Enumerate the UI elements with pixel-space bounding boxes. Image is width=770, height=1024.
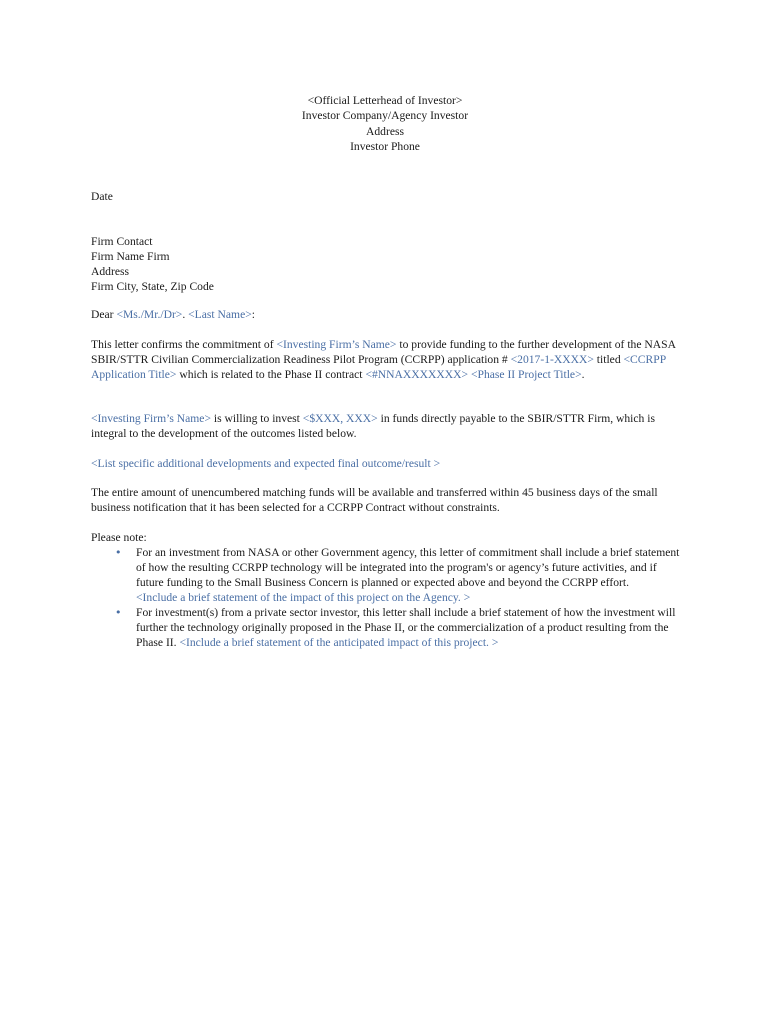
para1-text-1: This letter confirms the commitment of — [91, 338, 277, 351]
list-item — [91, 605, 681, 650]
bullet1-text: For an investment from NASA or other Government agency, this letter of commitment shall include a brief statement of how the resulting CCRPP technology will be integrated into the program's or agency’s future activities, and if future funding to the Small Business Concern is planned or expected above and beyond the CCRPP effort. — [136, 546, 680, 589]
recipient-contact: Firm Contact — [91, 235, 153, 248]
investment-amount-placeholder: <$XXX, XXX> — [302, 412, 378, 425]
date-line — [91, 189, 681, 204]
contract-number-placeholder: <#NNAXXXXXXX> — [365, 368, 469, 381]
developments-paragraph — [91, 456, 681, 471]
salutation-separator: . — [182, 308, 189, 321]
funds-text: The entire amount of unencumbered matching funds will be available and transferred within 45 business days of the small business notification that it has been selected for a CCRPP Contract without constraints. — [91, 486, 658, 514]
salutation-title-placeholder: <Ms./Mr./Dr> — [116, 308, 183, 321]
list-item — [91, 545, 681, 605]
para2-text-2: in funds directly payable to the SBIR/STTR Firm, which is integral to the development of the outcomes listed below. — [91, 412, 655, 440]
letterhead-address: Address — [366, 124, 404, 138]
para1-text-6: . — [581, 368, 585, 381]
phase-ii-title-placeholder: <Phase II Project Title> — [470, 368, 582, 381]
recipient-address — [91, 234, 681, 294]
letterhead-title: <Official Letterhead of Investor> — [307, 94, 463, 107]
recipient-firm: Firm Name Firm — [91, 250, 170, 263]
bullet-icon: • — [115, 546, 122, 559]
commitment-paragraph — [91, 337, 681, 382]
para2-text-1: is willing to invest — [211, 412, 303, 425]
date-text: Date — [91, 190, 113, 203]
salutation — [91, 307, 681, 322]
para1-text-2: to provide funding to the further development of the NASA SBIR/STTR Civilian Commercialization Readiness Pilot Program (CCRPP) application # — [91, 338, 676, 366]
funds-paragraph — [91, 485, 681, 515]
bullet-icon: • — [115, 606, 122, 619]
para1-text-3: titled — [593, 353, 624, 366]
letterhead-phone: Investor Phone — [350, 139, 420, 153]
bullet2-text: For investment(s) from a private sector investor, this letter shall include a brief statement of how the investment will further the technology originally proposed in the Phase II, or the commercialization of a product resulting from the Phase II. — [136, 606, 676, 649]
application-title-placeholder: <CCRPP Application Title> — [91, 353, 666, 381]
notes-section — [91, 530, 681, 650]
letterhead — [0, 93, 770, 154]
investing-firm-placeholder: <Investing Firm’s Name> — [276, 338, 397, 351]
salutation-prefix: Dear — [91, 308, 117, 321]
notes-heading: Please note: — [91, 531, 147, 544]
application-number-placeholder: <2017-1-XXXX> — [510, 353, 594, 366]
salutation-name-placeholder: <Last Name> — [188, 308, 252, 321]
recipient-address-line: Address — [91, 265, 129, 278]
recipient-city: Firm City, State, Zip Code — [91, 280, 214, 293]
notes-list — [91, 545, 681, 650]
salutation-suffix: : — [251, 308, 255, 321]
developments-placeholder: <List specific additional developments and expected final outcome/result > — [91, 457, 441, 470]
investing-firm-placeholder-2: <Investing Firm’s Name> — [91, 412, 211, 425]
agency-impact-placeholder: <Include a brief statement of the impact of this project on the Agency. > — [136, 591, 471, 604]
para1-text-4: which is related to the Phase II contract — [176, 368, 366, 381]
letterhead-company: Investor Company/Agency Investor — [301, 109, 469, 123]
project-impact-placeholder: <Include a brief statement of the anticipated impact of this project. > — [179, 636, 499, 649]
investment-paragraph — [91, 411, 681, 441]
